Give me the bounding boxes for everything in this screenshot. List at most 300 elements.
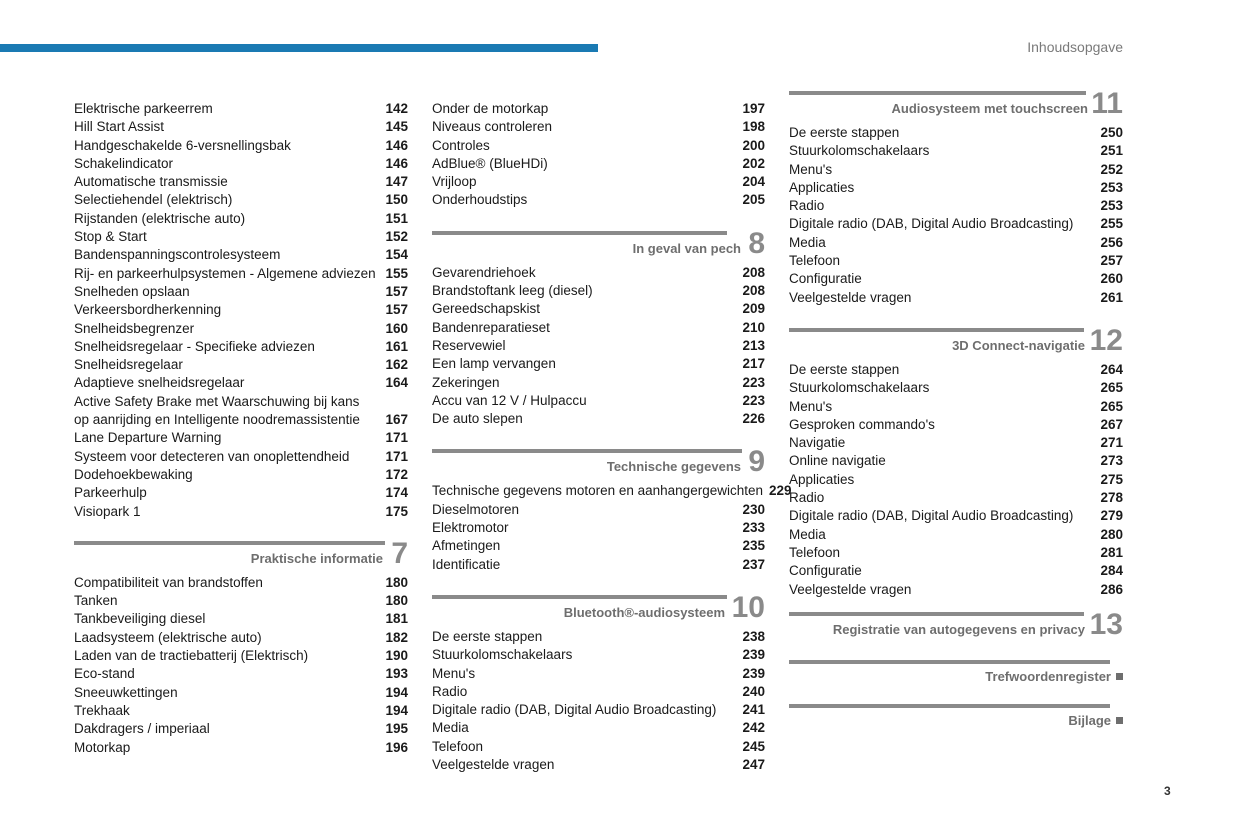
section-number: 12 xyxy=(1089,323,1123,357)
toc-entry[interactable] xyxy=(74,118,408,136)
toc-entry-page: 279 xyxy=(1100,508,1123,524)
toc-entry[interactable] xyxy=(432,337,765,355)
section-number: 13 xyxy=(1089,607,1123,641)
page-number: 3 xyxy=(1164,784,1171,798)
toc-entry-page: 250 xyxy=(1100,125,1123,140)
toc-entry[interactable] xyxy=(432,374,765,392)
toc-entry[interactable] xyxy=(789,270,1123,288)
toc-entry-page: 213 xyxy=(742,337,765,353)
toc-entry-page: 205 xyxy=(742,192,765,208)
toc-entry-page: 223 xyxy=(742,374,765,390)
toc-entry-page: 209 xyxy=(742,301,765,317)
toc-entry-page: 251 xyxy=(1100,143,1123,159)
toc-entry-page: 196 xyxy=(385,739,408,755)
toc-entry[interactable] xyxy=(432,410,765,428)
toc-entry-title: Identificatie xyxy=(432,556,501,572)
toc-entry[interactable] xyxy=(789,544,1123,562)
toc-entry-page: 286 xyxy=(1100,581,1123,597)
toc-entry[interactable] xyxy=(432,191,765,209)
toc-entry-title: Active Safety Brake met Waarschuwing bij kans op aanrijding en Intelligente noodremassistentie xyxy=(74,393,360,428)
toc-entry-title: De eerste stappen xyxy=(789,125,900,140)
toc-entry-title: Technische gegevens motoren en aanhangergewichten xyxy=(432,483,763,499)
section-divider xyxy=(789,612,1084,616)
toc-entry-page: 167 xyxy=(385,412,408,428)
toc-entry[interactable] xyxy=(74,374,408,392)
toc-entry-page: 182 xyxy=(385,629,408,645)
toc-entry-title: De eerste stappen xyxy=(789,361,900,377)
toc-entry-page: 242 xyxy=(742,720,765,736)
toc-entry[interactable] xyxy=(432,701,765,719)
toc-entry-page: 190 xyxy=(385,648,408,664)
toc-entry-page: 265 xyxy=(1100,398,1123,414)
toc-entry-title: Digitale radio (DAB, Digital Audio Broadcasting) xyxy=(432,702,717,718)
toc-entry[interactable] xyxy=(789,252,1123,270)
toc-entry-title: Laden van de tractiebatterij (Elektrisch) xyxy=(74,648,309,664)
toc-entry-title: Menu's xyxy=(432,665,476,681)
index-title xyxy=(985,669,1123,684)
toc-entry-page: 197 xyxy=(742,101,765,116)
toc-entry[interactable] xyxy=(432,537,765,555)
toc-entry[interactable] xyxy=(432,628,765,646)
toc-entry[interactable] xyxy=(74,466,408,484)
toc-entry[interactable] xyxy=(74,429,408,447)
toc-entry-title: Radio xyxy=(789,490,825,506)
toc-entry-page: 146 xyxy=(385,137,408,153)
section-number: 9 xyxy=(748,445,765,479)
toc-entry-title: Automatische transmissie xyxy=(74,174,228,190)
toc-entry[interactable] xyxy=(74,338,408,356)
toc-entry-page: 150 xyxy=(385,192,408,208)
toc-entry-title: Gevarendriehoek xyxy=(432,264,536,280)
toc-entry-page: 157 xyxy=(385,283,408,299)
toc-entry-page: 253 xyxy=(1100,179,1123,195)
toc-column-1 xyxy=(74,100,408,757)
toc-entry-title: Systeem voor detecteren van onoplettendheid xyxy=(74,448,350,464)
toc-entry-title: Veelgestelde vragen xyxy=(789,581,912,597)
toc-entry-title: Rij- en parkeerhulpsystemen - Algemene adviezen xyxy=(74,265,376,281)
toc-entry-page: 146 xyxy=(385,155,408,171)
toc-entry-title: Tankbeveiliging diesel xyxy=(74,611,206,627)
toc-entry-title: Media xyxy=(789,234,826,250)
section-number: 11 xyxy=(1091,87,1123,120)
toc-entry-title: Verkeersbordherkenning xyxy=(74,302,222,318)
toc-entry[interactable] xyxy=(432,719,765,737)
header-accent-bar xyxy=(0,44,598,52)
toc-entry[interactable] xyxy=(432,482,792,500)
toc-entry-page: 164 xyxy=(385,375,408,391)
toc-entry-page: 230 xyxy=(742,501,765,517)
toc-entry-title: Adaptieve snelheidsregelaar xyxy=(74,375,245,391)
toc-entry-title: Telefoon xyxy=(789,544,841,560)
toc-list xyxy=(789,361,1123,599)
toc-entry[interactable] xyxy=(789,581,1123,599)
toc-entry-page: 180 xyxy=(385,574,408,590)
section-divider xyxy=(74,541,385,545)
toc-entry-title: Configuratie xyxy=(789,563,862,579)
toc-entry[interactable] xyxy=(789,361,1123,379)
index-section xyxy=(789,657,1123,697)
toc-entry-title: Lane Departure Warning xyxy=(74,430,222,446)
toc-entry[interactable] xyxy=(789,197,1123,215)
toc-entry-title: AdBlue® (BlueHDi) xyxy=(432,155,548,171)
toc-entry[interactable] xyxy=(74,629,408,647)
toc-entry-page: 261 xyxy=(1100,289,1123,305)
toc-entry-title: Stuurkolomschakelaars xyxy=(432,647,573,663)
toc-entry[interactable] xyxy=(789,161,1123,179)
toc-entry[interactable] xyxy=(432,264,765,282)
toc-entry[interactable] xyxy=(789,179,1123,197)
section-divider xyxy=(432,449,742,453)
toc-entry-title: Navigatie xyxy=(789,435,846,451)
section-number: 10 xyxy=(731,590,765,624)
toc-entry[interactable] xyxy=(432,392,765,410)
section-title: Praktische informatie xyxy=(250,550,383,566)
toc-entry-page: 174 xyxy=(385,485,408,501)
toc-entry-title: Menu's xyxy=(789,161,833,177)
toc-entry-page: 265 xyxy=(1100,380,1123,396)
toc-entry[interactable] xyxy=(74,702,408,720)
toc-entry-page: 280 xyxy=(1100,526,1123,542)
toc-entry-page: 162 xyxy=(385,357,408,373)
toc-entry[interactable] xyxy=(789,416,1123,434)
toc-entry[interactable] xyxy=(74,191,408,209)
toc-entry[interactable] xyxy=(432,646,765,664)
toc-entry[interactable] xyxy=(432,556,765,574)
toc-entry[interactable] xyxy=(74,665,408,683)
section-title: Technische gegevens xyxy=(606,459,741,475)
toc-entry-title: Rijstanden (elektrische auto) xyxy=(74,210,246,226)
toc-entry[interactable] xyxy=(432,173,765,191)
section-header-7 xyxy=(74,538,408,574)
toc-entry-title: Accu van 12 V / Hulpaccu xyxy=(432,392,587,408)
toc-entry-page: 245 xyxy=(742,738,765,754)
toc-column-2 xyxy=(432,100,792,774)
toc-entry[interactable] xyxy=(432,137,765,155)
toc-entry[interactable] xyxy=(74,173,408,191)
toc-entry-page: 202 xyxy=(742,155,765,171)
toc-entry-page: 200 xyxy=(742,137,765,153)
toc-entry-page: 267 xyxy=(1100,416,1123,432)
square-icon xyxy=(1116,673,1123,680)
toc-entry-title: Hill Start Assist xyxy=(74,119,165,135)
toc-entry-title: Snelheidsregelaar xyxy=(74,357,183,373)
toc-entry-title: Elektromotor xyxy=(432,520,509,536)
toc-entry[interactable] xyxy=(74,610,408,628)
toc-list xyxy=(432,482,792,573)
toc-entry-title: Schakelindicator xyxy=(74,155,174,171)
toc-entry[interactable] xyxy=(432,519,765,537)
toc-entry-title: Digitale radio (DAB, Digital Audio Broadcasting) xyxy=(789,508,1074,524)
section-divider xyxy=(432,231,727,235)
toc-entry-page: 154 xyxy=(385,247,408,263)
toc-list xyxy=(74,100,408,521)
toc-entry-title: Reservewiel xyxy=(432,337,506,353)
toc-entry-page: 233 xyxy=(742,520,765,536)
toc-entry[interactable] xyxy=(789,471,1123,489)
toc-entry[interactable] xyxy=(74,393,408,430)
toc-entry-title: Visiopark 1 xyxy=(74,503,141,519)
toc-entry-title: Brandstoftank leeg (diesel) xyxy=(432,283,593,299)
toc-entry-page: 260 xyxy=(1100,271,1123,287)
toc-entry-title: Eco-stand xyxy=(74,666,135,682)
toc-entry[interactable] xyxy=(74,574,408,592)
toc-entry[interactable] xyxy=(789,526,1123,544)
toc-entry[interactable] xyxy=(74,246,408,264)
toc-list xyxy=(789,124,1123,307)
header-title: Inhoudsopgave xyxy=(1027,39,1123,55)
toc-entry-page: 241 xyxy=(742,702,765,718)
toc-entry[interactable] xyxy=(74,228,408,246)
toc-entry-title: De eerste stappen xyxy=(432,628,543,644)
toc-entry-title: Vrijloop xyxy=(432,174,477,190)
toc-entry-title: Elektrische parkeerrem xyxy=(74,101,213,116)
toc-entry[interactable] xyxy=(74,137,408,155)
toc-entry-title: Snelheidsregelaar - Specifieke adviezen xyxy=(74,338,315,354)
toc-entry-page: 151 xyxy=(385,210,408,226)
toc-entry-title: Sneeuwkettingen xyxy=(74,684,178,700)
section-header-8 xyxy=(432,228,765,264)
toc-entry-title: Applicaties xyxy=(789,179,855,195)
toc-entry-page: 145 xyxy=(385,119,408,135)
toc-entry[interactable] xyxy=(432,100,765,118)
toc-list xyxy=(432,264,765,429)
toc-entry-title: Online navigatie xyxy=(789,453,886,469)
toc-column-3 xyxy=(789,88,1123,741)
toc-entry-title: Afmetingen xyxy=(432,538,501,554)
toc-entry-page: 204 xyxy=(742,174,765,190)
toc-entry-title: Snelheden opslaan xyxy=(74,283,190,299)
toc-entry-title: Menu's xyxy=(789,398,833,414)
section-divider xyxy=(789,91,1086,95)
toc-entry-page: 239 xyxy=(742,665,765,681)
toc-entry[interactable] xyxy=(74,503,408,521)
toc-entry-page: 172 xyxy=(385,466,408,482)
toc-entry[interactable] xyxy=(74,592,408,610)
toc-entry-title: Controles xyxy=(432,137,490,153)
toc-entry-title: Applicaties xyxy=(789,471,855,487)
section-title: Registratie van autogegevens en privacy xyxy=(832,621,1085,637)
toc-entry[interactable] xyxy=(789,124,1123,142)
toc-entry[interactable] xyxy=(432,501,765,519)
toc-entry-page: 253 xyxy=(1100,198,1123,214)
toc-entry[interactable] xyxy=(432,355,765,373)
toc-entry[interactable] xyxy=(74,320,408,338)
toc-entry-title: Een lamp vervangen xyxy=(432,356,556,372)
toc-entry[interactable] xyxy=(74,739,408,757)
toc-entry[interactable] xyxy=(789,562,1123,580)
toc-entry[interactable] xyxy=(74,155,408,173)
toc-entry[interactable] xyxy=(432,118,765,136)
toc-entry-title: Bandenspanningscontrolesysteem xyxy=(74,247,281,263)
toc-entry-page: 152 xyxy=(385,229,408,245)
appendix-title-text: Bijlage xyxy=(1068,712,1111,728)
index-title-text: Trefwoordenregister xyxy=(985,668,1111,684)
appendix-section xyxy=(789,701,1123,741)
toc-entry-title: Zekeringen xyxy=(432,374,500,390)
toc-entry[interactable] xyxy=(789,398,1123,416)
toc-entry-title: Radio xyxy=(432,683,468,699)
toc-list xyxy=(432,628,765,774)
toc-entry[interactable] xyxy=(789,434,1123,452)
toc-entry-page: 252 xyxy=(1100,161,1123,177)
toc-entry-page: 193 xyxy=(385,666,408,682)
toc-entry-page: 235 xyxy=(742,538,765,554)
toc-entry[interactable] xyxy=(789,489,1123,507)
section-divider xyxy=(789,704,1110,708)
toc-entry-title: Trekhaak xyxy=(74,702,130,718)
toc-entry-title: Media xyxy=(789,526,826,542)
section-title: In geval van pech xyxy=(632,240,741,256)
toc-entry[interactable] xyxy=(789,379,1123,397)
toc-entry-title: Handgeschakelde 6-versnellingsbak xyxy=(74,137,291,153)
toc-entry-page: 284 xyxy=(1100,563,1123,579)
section-divider xyxy=(789,660,1110,664)
toc-entry[interactable] xyxy=(432,756,765,774)
toc-entry-page: 217 xyxy=(742,356,765,372)
toc-entry-title: Veelgestelde vragen xyxy=(432,757,555,773)
toc-entry-page: 281 xyxy=(1100,544,1123,560)
toc-entry-title: Media xyxy=(432,720,469,736)
toc-list xyxy=(432,100,765,210)
section-title: Bluetooth®-audiosysteem xyxy=(563,604,725,620)
toc-entry-page: 256 xyxy=(1100,234,1123,250)
toc-entry-page: 229 xyxy=(768,483,792,499)
toc-entry-page: 271 xyxy=(1100,435,1123,451)
toc-entry-title: Selectiehendel (elektrisch) xyxy=(74,192,233,208)
toc-entry-page: 240 xyxy=(742,683,765,699)
toc-entry[interactable] xyxy=(432,300,765,318)
toc-entry-page: 247 xyxy=(742,757,765,773)
toc-entry-title: Laadsysteem (elektrische auto) xyxy=(74,629,262,645)
toc-entry-page: 180 xyxy=(385,593,408,609)
toc-entry-title: Configuratie xyxy=(789,271,862,287)
toc-list xyxy=(74,574,408,757)
toc-entry[interactable] xyxy=(74,720,408,738)
toc-entry-page: 273 xyxy=(1100,453,1123,469)
toc-entry-page: 160 xyxy=(385,320,408,336)
toc-entry-page: 278 xyxy=(1100,490,1123,506)
toc-entry-page: 181 xyxy=(385,611,408,627)
toc-entry-title: Stuurkolomschakelaars xyxy=(789,380,930,396)
toc-entry-title: Gesproken commando's xyxy=(789,416,935,432)
toc-entry-page: 194 xyxy=(385,702,408,718)
toc-entry-page: 223 xyxy=(742,392,765,408)
section-header-12 xyxy=(789,325,1123,361)
square-icon xyxy=(1116,717,1123,724)
toc-entry[interactable] xyxy=(74,301,408,319)
toc-entry[interactable] xyxy=(789,289,1123,307)
toc-entry-title: Parkeerhulp xyxy=(74,485,147,501)
toc-entry[interactable] xyxy=(432,319,765,337)
toc-entry-title: Onderhoudstips xyxy=(432,192,528,208)
toc-entry[interactable] xyxy=(432,665,765,683)
section-number: 8 xyxy=(748,226,765,260)
section-divider xyxy=(789,328,1084,332)
toc-entry-page: 226 xyxy=(742,411,765,427)
toc-entry-page: 194 xyxy=(385,684,408,700)
toc-entry-page: 255 xyxy=(1100,216,1123,232)
toc-entry-page: 238 xyxy=(742,628,765,644)
toc-entry[interactable] xyxy=(432,155,765,173)
toc-entry[interactable] xyxy=(789,452,1123,470)
toc-entry-title: De auto slepen xyxy=(432,411,523,427)
toc-entry-title: Motorkap xyxy=(74,739,131,755)
toc-entry[interactable] xyxy=(432,282,765,300)
toc-entry[interactable] xyxy=(789,142,1123,160)
toc-entry[interactable] xyxy=(789,215,1123,233)
toc-entry-title: Snelheidsbegrenzer xyxy=(74,320,195,336)
toc-entry[interactable] xyxy=(74,265,408,283)
toc-entry-page: 264 xyxy=(1100,361,1123,377)
toc-entry[interactable] xyxy=(789,507,1123,525)
toc-entry-title: Dieselmotoren xyxy=(432,501,520,517)
toc-entry-title: Tanken xyxy=(74,593,118,609)
toc-entry-page: 239 xyxy=(742,647,765,663)
toc-entry-title: Niveaus controleren xyxy=(432,119,553,135)
section-title: 3D Connect-navigatie xyxy=(952,337,1085,353)
toc-entry-title: Dodehoekbewaking xyxy=(74,466,193,482)
toc-entry[interactable] xyxy=(432,738,765,756)
toc-entry-page: 155 xyxy=(385,265,408,281)
toc-entry[interactable] xyxy=(74,356,408,374)
toc-entry-page: 161 xyxy=(385,338,408,354)
toc-entry-page: 237 xyxy=(742,556,765,572)
toc-entry-page: 208 xyxy=(742,283,765,299)
toc-entry-title: Bandenreparatieset xyxy=(432,319,550,335)
toc-entry-page: 210 xyxy=(742,319,765,335)
toc-entry-page: 175 xyxy=(385,503,408,519)
toc-entry-page: 257 xyxy=(1100,253,1123,269)
appendix-title xyxy=(1068,713,1123,728)
section-number: 7 xyxy=(391,536,408,570)
toc-entry-title: Telefoon xyxy=(789,253,841,269)
section-title: Audiosysteem met touchscreen xyxy=(891,101,1088,116)
toc-entry-title: Digitale radio (DAB, Digital Audio Broadcasting) xyxy=(789,216,1074,232)
toc-entry-page: 275 xyxy=(1100,471,1123,487)
toc-entry[interactable] xyxy=(74,684,408,702)
toc-entry[interactable] xyxy=(74,448,408,466)
toc-entry-title: Compatibiliteit van brandstoffen xyxy=(74,574,263,590)
toc-entry-title: Gereedschapskist xyxy=(432,301,541,317)
toc-entry[interactable] xyxy=(432,683,765,701)
toc-entry[interactable] xyxy=(74,100,408,118)
toc-entry-page: 157 xyxy=(385,302,408,318)
section-header-9 xyxy=(432,446,765,482)
section-header-11 xyxy=(789,88,1123,124)
toc-entry-page: 195 xyxy=(385,721,408,737)
toc-entry-title: Onder de motorkap xyxy=(432,101,549,116)
toc-entry-page: 142 xyxy=(385,101,408,116)
toc-entry-page: 171 xyxy=(385,448,408,464)
toc-entry-title: Dakdragers / imperiaal xyxy=(74,721,210,737)
toc-entry[interactable] xyxy=(74,484,408,502)
toc-entry-page: 208 xyxy=(742,264,765,280)
toc-entry[interactable] xyxy=(74,210,408,228)
toc-entry-title: Stop & Start xyxy=(74,229,147,245)
toc-entry[interactable] xyxy=(789,234,1123,252)
section-divider xyxy=(432,595,727,599)
section-header-10 xyxy=(432,592,765,628)
toc-entry-title: Stuurkolomschakelaars xyxy=(789,143,930,159)
toc-entry-page: 171 xyxy=(385,430,408,446)
toc-entry-page: 147 xyxy=(385,174,408,190)
section-header-13 xyxy=(789,609,1123,649)
toc-entry[interactable] xyxy=(74,647,408,665)
toc-entry-title: Veelgestelde vragen xyxy=(789,289,912,305)
toc-entry[interactable] xyxy=(74,283,408,301)
toc-entry-title: Radio xyxy=(789,198,825,214)
toc-entry-title: Telefoon xyxy=(432,738,484,754)
